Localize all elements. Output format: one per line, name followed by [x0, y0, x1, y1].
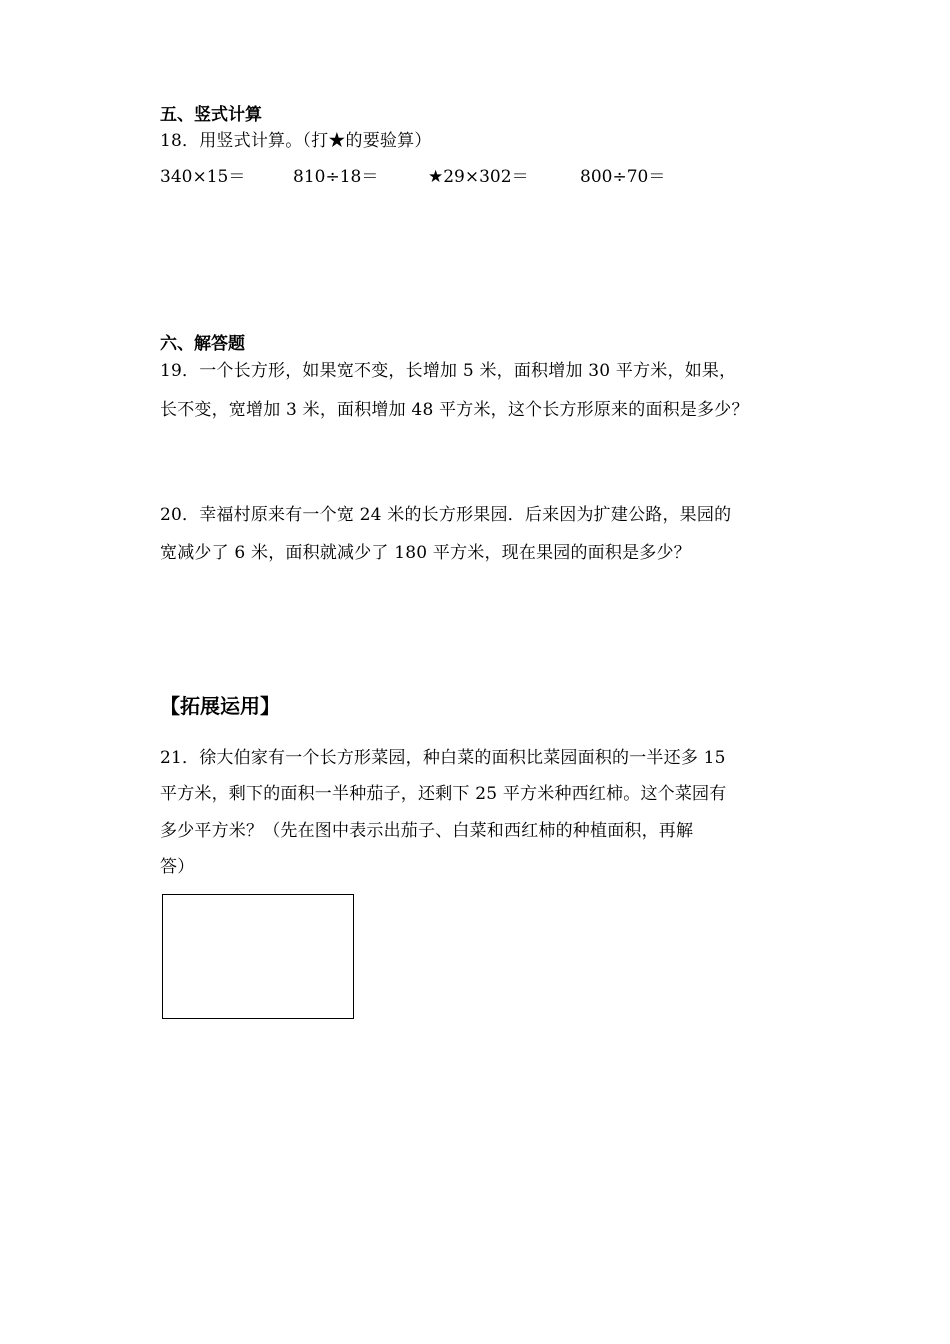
question-21-line-4: 答） — [160, 857, 195, 877]
question-18-prompt: 18．用竖式计算。（打★的要验算） — [160, 131, 432, 151]
section-5-title: 五、竖式计算 — [160, 105, 262, 125]
question-19-line-1: 19．一个长方形，如果宽不变，长增加 5 米，面积增加 30 平方米，如果， — [160, 361, 737, 381]
expression-4: 800÷70＝ — [580, 167, 666, 187]
expression-1: 340×15＝ — [160, 167, 246, 187]
question-19-line-2: 长不变，宽增加 3 米，面积增加 48 平方米，这个长方形原来的面积是多少？ — [160, 400, 749, 420]
question-21-line-3: 多少平方米？（先在图中表示出茄子、白菜和西红柿的种植面积，再解 — [160, 821, 694, 841]
extension-title: 【拓展运用】 — [160, 694, 280, 718]
section-6-title: 六、解答题 — [160, 334, 245, 354]
question-20-line-2: 宽减少了 6 米，面积就减少了 180 平方米，现在果园的面积是多少？ — [160, 543, 691, 563]
vegetable-garden-rectangle — [162, 894, 354, 1019]
question-20-line-1: 20．幸福村原来有一个宽 24 米的长方形果园．后来因为扩建公路，果园的 — [160, 505, 732, 525]
question-21-line-1: 21．徐大伯家有一个长方形菜园，种白菜的面积比菜园面积的一半还多 15 — [160, 748, 726, 768]
expression-3: ★29×302＝ — [428, 167, 529, 187]
question-21-line-2: 平方米，剩下的面积一半种茄子，还剩下 25 平方米种西红柿。这个菜园有 — [160, 784, 727, 804]
expression-2: 810÷18＝ — [293, 167, 379, 187]
